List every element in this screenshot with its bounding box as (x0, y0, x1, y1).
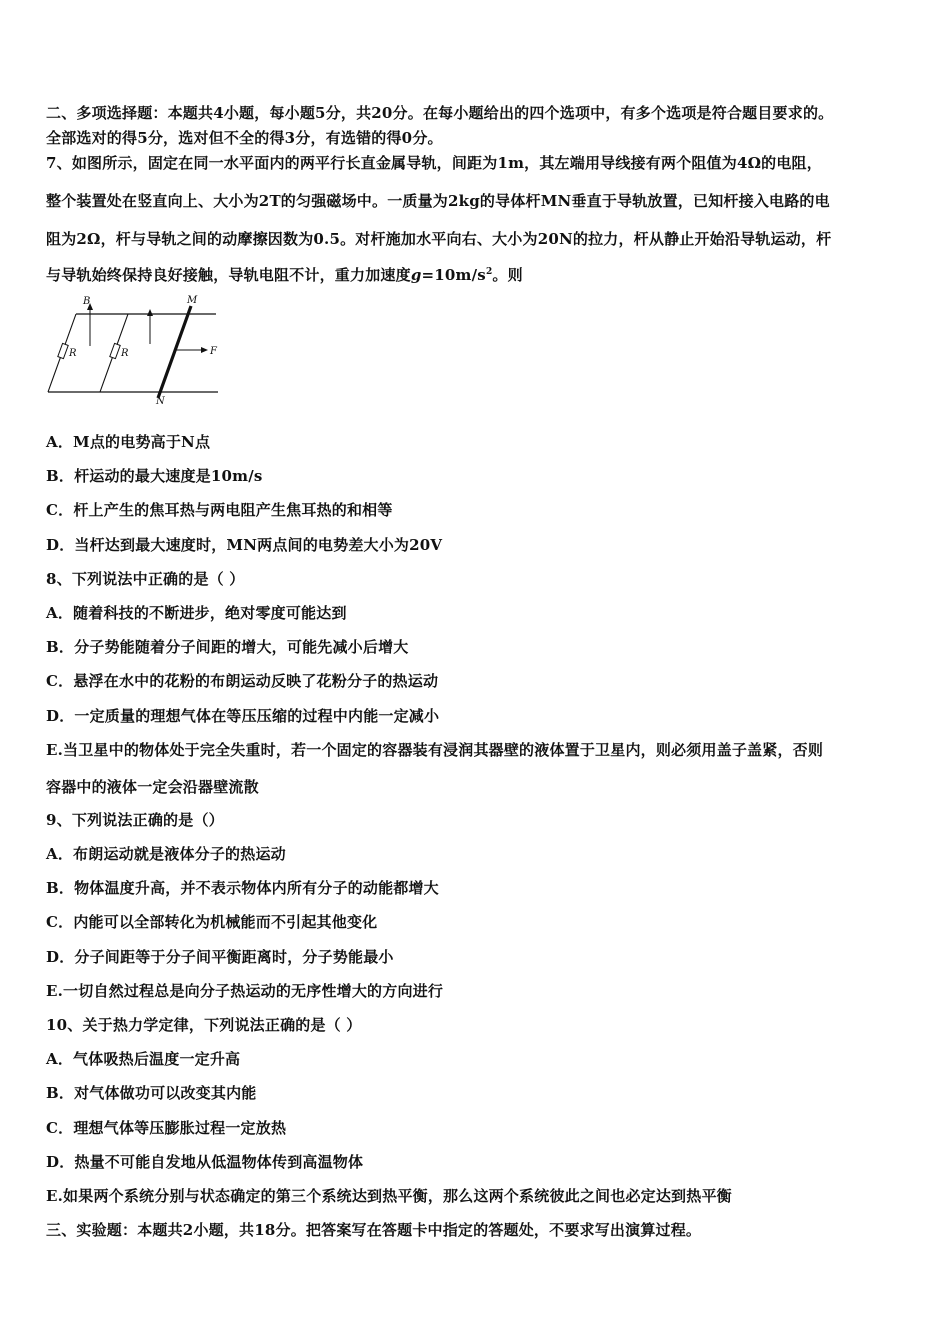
q10-option-b: B．对气体做功可以改变其内能 (46, 1084, 257, 1102)
q7-stem-line4-text: 与导轨始终保持良好接触，导轨电阻不计，重力加速度 (46, 266, 411, 284)
rod-label-N: N (156, 396, 165, 404)
q7-stem-line2: 整个装置处在竖直向上、大小为2T的匀强磁场中。一质量为2kg的导体杆MN垂直于导轨放置，已知杆接入电路的电 (46, 192, 830, 210)
q7-stem-line4-end: 。则 (492, 266, 523, 284)
q8-stem: 8、下列说法中正确的是（ ） (46, 570, 245, 588)
q7-option-b: B．杆运动的最大速度是10m/s (46, 467, 263, 485)
q9-option-d: D．分子间距等于分子间平衡距离时，分子势能最小 (46, 948, 394, 966)
q7-option-d: D．当杆达到最大速度时，MN两点间的电势差大小为20V (46, 536, 443, 554)
q7-stem-line1: 7、如图所示，固定在同一水平面内的两平行长直金属导轨，间距为1m，其左端用导线接有两个阻值为4Ω的电阻， (46, 154, 822, 172)
resistor-1-label: R (69, 348, 77, 359)
gravity-value: =10m/s (421, 266, 486, 284)
q7-option-a: A．M点的电势高于N点 (46, 433, 211, 451)
q10-option-c: C．理想气体等压膨胀过程一定放热 (46, 1119, 287, 1137)
q10-stem: 10、关于热力学定律，下列说法正确的是（ ） (46, 1016, 362, 1034)
rod-label-M: M (187, 295, 198, 306)
field-arrow-2-head-icon (147, 309, 153, 316)
q9-option-e: E.一切自然过程总是向分子热运动的无序性增大的方向进行 (46, 982, 444, 1000)
field-label-B: B (83, 296, 91, 307)
resistor-2-icon (110, 343, 120, 358)
q8-option-c: C．悬浮在水中的花粉的布朗运动反映了花粉分子的热运动 (46, 672, 439, 690)
force-label-F: F (210, 346, 217, 357)
q7-stem-line4 (46, 265, 916, 285)
q10-option-d: D．热量不可能自发地从低温物体传到高温物体 (46, 1153, 364, 1171)
q8-option-e-line2: 容器中的液体一定会沿器壁流散 (46, 778, 259, 796)
q7-rail-circuit-figure (46, 294, 222, 404)
gravity-symbol: g (410, 266, 422, 284)
circuit-diagram (46, 294, 222, 404)
resistor-1-icon (58, 343, 68, 358)
rod-MN (158, 306, 191, 398)
section2-heading-line1: 二、多项选择题：本题共4小题，每小题5分，共20分。在每小题给出的四个选项中，有多个选项是符合题目要求的。 (46, 104, 834, 122)
q8-option-d: D．一定质量的理想气体在等压压缩的过程中内能一定减小 (46, 707, 440, 725)
q10-option-a: A．气体吸热后温度一定升高 (46, 1050, 241, 1068)
q7-option-c: C．杆上产生的焦耳热与两电阻产生焦耳热的和相等 (46, 501, 393, 519)
q9-option-c: C．内能可以全部转化为机械能而不引起其他变化 (46, 913, 378, 931)
resistor-2-label: R (121, 348, 129, 359)
section2-heading-line2: 全部选对的得5分，选对但不全的得3分，有选错的得0分。 (46, 129, 443, 147)
section3-heading: 三、实验题：本题共2小题，共18分。把答案写在答题卡中指定的答题处，不要求写出演算过程。 (46, 1221, 702, 1239)
gravity-exponent: 2 (485, 267, 493, 277)
force-arrow-head-icon (201, 347, 208, 353)
q8-option-e-line1: E.当卫星中的物体处于完全失重时，若一个固定的容器装有浸润其器壁的液体置于卫星内，则必须用盖子盖紧，否则 (46, 741, 824, 759)
q8-option-b: B．分子势能随着分子间距的增大，可能先减小后增大 (46, 638, 409, 656)
q8-option-a: A．随着科技的不断进步，绝对零度可能达到 (46, 604, 347, 622)
q9-option-a: A．布朗运动就是液体分子的热运动 (46, 845, 286, 863)
q7-stem-line3: 阻为2Ω，杆与导轨之间的动摩擦因数为0.5。对杆施加水平向右、大小为20N的拉力，杆从静止开始沿导轨运动，杆 (46, 230, 832, 248)
q10-option-e: E.如果两个系统分别与状态确定的第三个系统达到热平衡，那么这两个系统彼此之间也必定达到热平衡 (46, 1187, 732, 1205)
q9-option-b: B．物体温度升高，并不表示物体内所有分子的动能都增大 (46, 879, 439, 897)
q9-stem: 9、下列说法正确的是（） (46, 811, 224, 829)
